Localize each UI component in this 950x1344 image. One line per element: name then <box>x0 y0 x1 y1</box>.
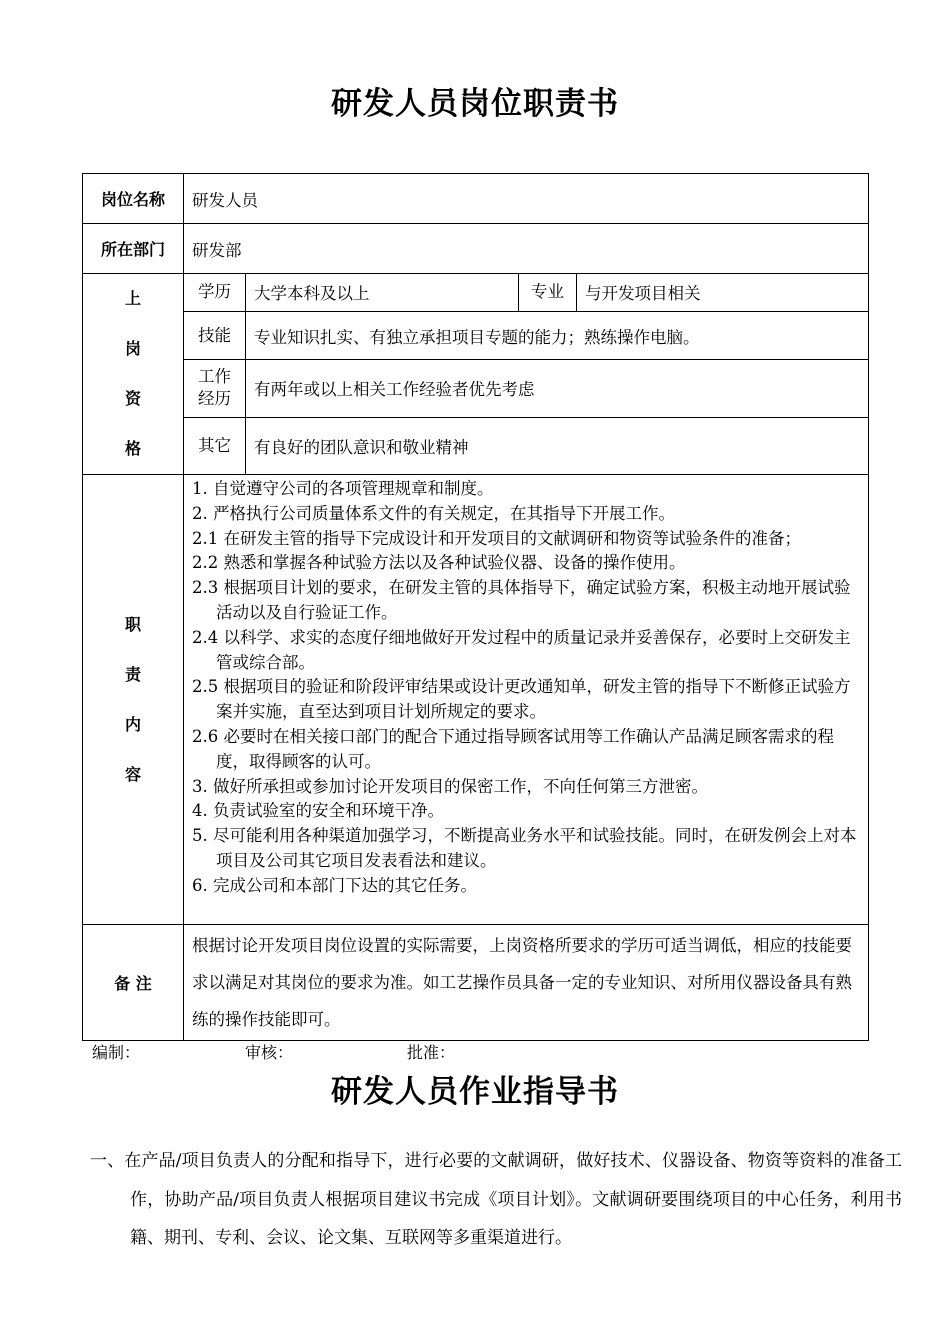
duty-item: 2.6 必要时在相关接口部门的配合下通过指导顾客试用等工作确认产品满足顾客需求的程度，取得顾客的认可。 <box>192 726 834 771</box>
remark-value: 根据讨论开发项目岗位设置的实际需要，上岗资格所要求的学历可适当调低，相应的技能要求以满足对其岗位的要求为准。如工艺操作员具备一定的专业知识、对所用仪器设备具有熟练的操作技能即可。 <box>184 925 869 1041</box>
education-row <box>83 274 869 312</box>
skill-row <box>83 311 869 359</box>
compiled-by-label: 编制： <box>92 1043 141 1062</box>
position-value: 研发人员 <box>184 174 869 224</box>
other-value: 有良好的团队意识和敬业精神 <box>246 417 869 474</box>
duties-list <box>184 475 869 925</box>
remark-label: 备 注 <box>83 925 184 1041</box>
reviewed-by-label: 审核： <box>245 1043 294 1062</box>
duty-item: 3. 做好所承担或参加讨论开发项目的保密工作，不向任何第三方泄密。 <box>192 776 708 796</box>
other-row <box>83 417 869 474</box>
duty-item: 2. 严格执行公司质量体系文件的有关规定，在其指导下开展工作。 <box>192 503 675 523</box>
qualification-label: 上 岗 资 格 <box>83 274 184 475</box>
duty-item: 5. 尽可能利用各种渠道加强学习，不断提高业务水平和试验技能。同时，在研发例会上对本项目及公司其它项目发表看法和建议。 <box>192 826 857 870</box>
major-label: 专业 <box>519 274 577 312</box>
duty-item: 2.4 以科学、求实的态度仔细地做好开发过程中的质量记录并妥善保存，必要时上交研发主管或综合部。 <box>192 627 851 672</box>
department-value: 研发部 <box>184 224 869 274</box>
section-title: 研发人员作业指导书 <box>331 1074 619 1110</box>
duties-row <box>83 475 869 925</box>
education-value: 大学本科及以上 <box>246 274 519 312</box>
duty-item: 4. 负责试验室的安全和环境干净。 <box>192 801 444 821</box>
other-label: 其它 <box>184 417 246 474</box>
experience-value: 有两年或以上相关工作经验者优先考虑 <box>246 360 869 417</box>
remark-row <box>83 925 869 1041</box>
department-label: 所在部门 <box>83 224 184 274</box>
major-value: 与开发项目相关 <box>577 274 869 312</box>
page-title: 研发人员岗位职责书 <box>331 86 619 122</box>
duty-item: 2.3 根据项目计划的要求，在研发主管的具体指导下，确定试验方案，积极主动地开展试验活动以及自行验证工作。 <box>192 578 851 622</box>
duty-item: 1. 自觉遵守公司的各项管理规章和制度。 <box>192 479 494 498</box>
duties-label: 职 责 内 容 <box>83 475 184 925</box>
education-label: 学历 <box>184 274 246 312</box>
position-row <box>83 174 869 224</box>
duty-item: 6. 完成公司和本部门下达的其它任务。 <box>192 875 477 895</box>
position-label: 岗位名称 <box>83 174 184 224</box>
duty-item: 2.2 熟悉和掌握各种试验方法以及各种试验仪器、设备的操作使用。 <box>192 553 686 573</box>
skill-value: 专业知识扎实、有独立承担项目专题的能力；熟练操作电脑。 <box>246 311 869 359</box>
department-row <box>83 224 869 274</box>
approved-by-label: 批准： <box>407 1043 456 1062</box>
experience-row <box>83 360 869 417</box>
duty-item: 2.5 根据项目的验证和阶段评审结果或设计更改通知单，研发主管的指导下不断修正试验方案并实施，直至达到项目计划所规定的要求。 <box>192 677 851 722</box>
skill-label: 技能 <box>184 311 246 359</box>
duty-item: 2.1 在研发主管的指导下完成设计和开发项目的文献调研和物资等试验条件的准备； <box>192 528 801 548</box>
experience-label: 工作 经历 <box>184 360 246 417</box>
instruction-paragraph: 一、在产品/项目负责人的分配和指导下，进行必要的文献调研，做好技术、仪器设备、物资等资料的准备工作，协助产品/项目负责人根据项目建议书完成《项目计划》。文献调研要围绕项目的中心任务，利用书籍、期刊、专利、会议、论文集、互联网等多重渠道进行。 <box>90 1151 902 1248</box>
job-description-table <box>82 173 869 1041</box>
